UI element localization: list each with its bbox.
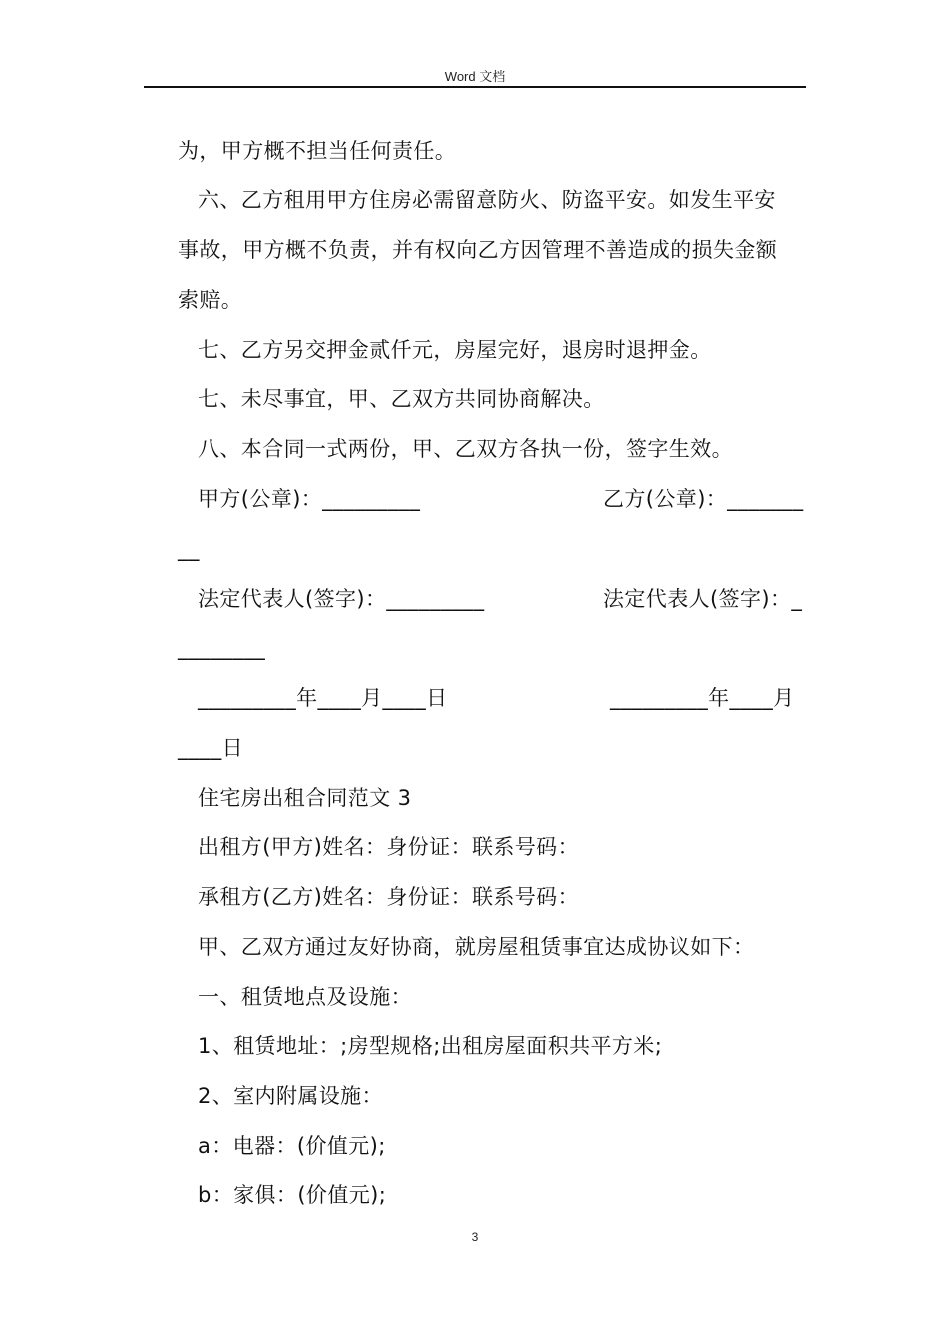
- text-line: 索赔。: [178, 288, 243, 312]
- text-line: 承租方(乙方)姓名：身份证：联系号码：: [198, 885, 579, 909]
- party-a-seal-field: 甲方(公章)：_________: [198, 487, 421, 511]
- text-line: 七、乙方另交押金贰仟元，房屋完好，退房时退押金。: [198, 338, 712, 362]
- party-a-representative-field: 法定代表人(签字)：_________: [198, 587, 485, 611]
- text-line: ____日: [178, 736, 243, 760]
- party-b-representative-field: 法定代表人(签字)：_: [603, 587, 803, 611]
- party-b-date-field: _________年____月: [610, 686, 795, 710]
- page-number: 3: [471, 1230, 479, 1244]
- party-a-date-field: _________年____月____日: [198, 686, 448, 710]
- text-line: 七、未尽事宜，甲、乙双方共同协商解决。: [198, 387, 605, 411]
- text-line: b：家俱：(价值元);: [198, 1183, 387, 1207]
- text-line: 1、租赁地址：;房型规格;出租房屋面积共平方米;: [198, 1034, 663, 1058]
- text-line: 为，甲方概不担当任何责任。: [178, 139, 457, 163]
- text-line: a：电器：(价值元);: [198, 1134, 386, 1158]
- text-line: __: [178, 537, 200, 561]
- page-header: Word 文档: [444, 69, 506, 84]
- text-line: 六、乙方租用甲方住房必需留意防火、防盗平安。如发生平安: [198, 188, 776, 212]
- text-line: 甲、乙双方通过友好协商，就房屋租赁事宜达成协议如下：: [198, 935, 755, 959]
- text-line: 2、室内附属设施：: [198, 1084, 383, 1108]
- party-b-seal-field: 乙方(公章)：_______: [603, 487, 804, 511]
- header-rule: [144, 86, 806, 88]
- text-line: 出租方(甲方)姓名：身份证：联系号码：: [198, 835, 579, 859]
- text-line: 一、租赁地点及设施：: [198, 985, 412, 1009]
- section-title: 住宅房出租合同范文 3: [198, 786, 412, 810]
- text-line: 事故，甲方概不负责，并有权向乙方因管理不善造成的损失金额: [178, 238, 778, 262]
- text-line: ________: [178, 636, 266, 660]
- text-line: 八、本合同一式两份，甲、乙双方各执一份，签字生效。: [198, 437, 733, 461]
